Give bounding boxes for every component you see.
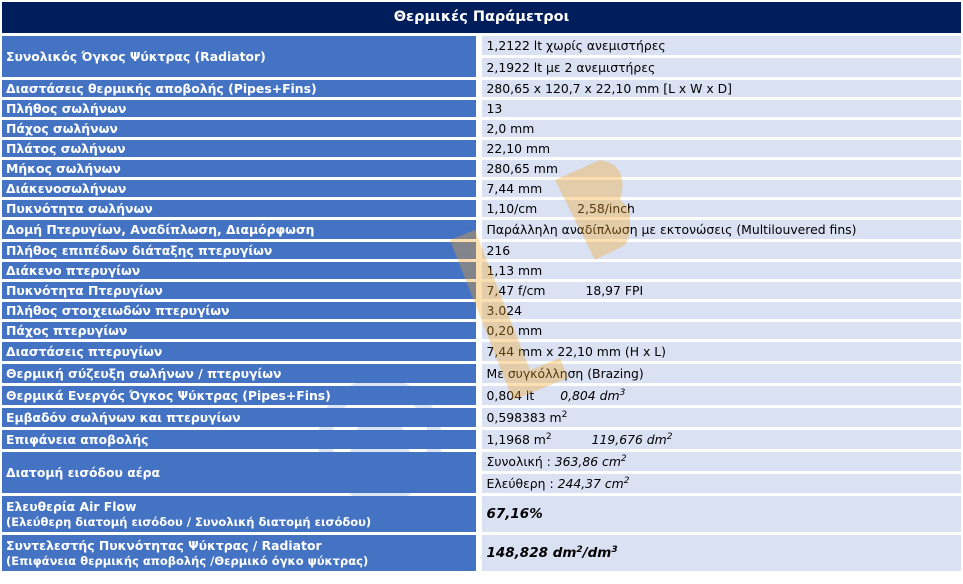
value-primary: 363,86 cm	[554, 454, 621, 469]
label-sub: (Επιφάνεια θερμικής αποβολής /Θερμικό όγκο ψύκτρας)	[6, 554, 369, 568]
row-label: Πλήθος επιπέδων διάταξης πτερυγίων	[2, 242, 482, 259]
value-primary: 0,804 lt	[486, 388, 535, 403]
value-primary: 1,10/cm	[486, 201, 538, 216]
row-label: Θερμικά Ενεργός Όγκος Ψύκτρας (Pipes+Fins)	[2, 386, 482, 405]
row-value	[482, 430, 962, 449]
row-label	[2, 496, 482, 532]
row-value	[482, 200, 962, 217]
row-label: Πλήθος στοιχειωδών πτερυγίων	[2, 302, 482, 319]
row-value: 1,13 mm	[482, 262, 962, 279]
row-value: 1,2122 lt χωρίς ανεμιστήρες	[482, 36, 962, 55]
value-tail: /dm	[582, 544, 612, 561]
label-sub: (Ελεύθερη διατομή εισόδου / Συνολική διατομή εισόδου)	[6, 515, 372, 529]
row-value: 2,0 mm	[482, 120, 962, 137]
row-value: 7,44 mm x 22,10 mm (H x L)	[482, 342, 962, 361]
row-label: Πλήθος σωλήνων	[2, 100, 482, 117]
value-primary: 148,828 dm	[486, 544, 577, 561]
label-main: Ελευθερία Air Flow	[6, 499, 137, 514]
value-secondary: 119,676 dm	[591, 432, 667, 447]
row-label: Πάχος σωλήνων	[2, 120, 482, 137]
row-value	[482, 452, 962, 471]
row-label: Διάκενοσωλήνων	[2, 180, 482, 197]
label-main: Συντελεστής Πυκνότητας Ψύκτρας / Radiator	[6, 538, 322, 553]
table-title: Θερμικές Παράμετροι	[2, 2, 961, 33]
value-secondary: 18,97 FPI	[585, 283, 644, 298]
row-value: 2,1922 lt με 2 ανεμιστήρες	[482, 58, 962, 77]
row-label: Συνολικός Όγκος Ψύκτρας (Radiator)	[2, 36, 482, 77]
row-value: 67,16%	[482, 496, 962, 532]
row-value: Παράλληλη αναδίπλωση με εκτονώσεις (Multilouvered fins)	[482, 220, 962, 239]
row-label: Εμβαδόν σωλήνων και πτερυγίων	[2, 408, 482, 427]
row-value: 280,65 x 120,7 x 22,10 mm [L x W x D]	[482, 80, 962, 97]
value-primary: 1,1968 m	[486, 432, 546, 447]
row-value: 7,44 mm	[482, 180, 962, 197]
superscript: 2	[666, 432, 673, 442]
superscript: 2	[545, 432, 552, 442]
row-value: Με συγκόλληση (Brazing)	[482, 364, 962, 383]
superscript: 2	[623, 476, 630, 486]
row-value	[482, 408, 962, 427]
row-label: Θερμική σύζευξη σωλήνων / πτερυγίων	[2, 364, 482, 383]
superscript: 2	[620, 454, 627, 464]
row-label: Πλάτος σωλήνων	[2, 140, 482, 157]
value-secondary: 0,804 dm	[560, 388, 620, 403]
row-value: 0,20 mm	[482, 322, 962, 339]
thermal-parameters-table	[2, 0, 961, 574]
superscript: 3	[619, 388, 626, 398]
row-value	[482, 535, 962, 571]
row-label: Διαστάσεις θερμικής αποβολής (Pipes+Fins)	[2, 80, 482, 97]
row-label: Επιφάνεια αποβολής	[2, 430, 482, 449]
row-value: 22,10 mm	[482, 140, 962, 157]
superscript: 2	[576, 544, 583, 555]
row-label: Πυκνότητα σωλήνων	[2, 200, 482, 217]
value-secondary: 2,58/inch	[577, 201, 635, 216]
superscript: 3	[611, 544, 618, 555]
row-label	[2, 535, 482, 571]
row-label: Διαστάσεις πτερυγίων	[2, 342, 482, 361]
superscript: 2	[561, 410, 568, 420]
value-primary: 0,598383 m	[486, 410, 562, 425]
value-prefix: Ελεύθερη :	[486, 476, 558, 491]
row-label: Διατομή εισόδου αέρα	[2, 452, 482, 493]
row-value: 280,65 mm	[482, 160, 962, 177]
value-primary: 244,37 cm	[557, 476, 624, 491]
row-label: Μήκος σωλήνων	[2, 160, 482, 177]
value-prefix: Συνολική :	[486, 454, 555, 469]
row-label: Πυκνότητα Πτερυγίων	[2, 282, 482, 299]
row-value: 216	[482, 242, 962, 259]
row-label: Δομή Πτερυγίων, Αναδίπλωση, Διαμόρφωση	[2, 220, 482, 239]
row-value: 3.024	[482, 302, 962, 319]
value-primary: 7,47 f/cm	[486, 283, 546, 298]
row-value: 13	[482, 100, 962, 117]
row-label: Διάκενο πτερυγίων	[2, 262, 482, 279]
row-value	[482, 282, 962, 299]
row-value	[482, 474, 962, 493]
row-label: Πάχος πτερυγίων	[2, 322, 482, 339]
row-value	[482, 386, 962, 405]
